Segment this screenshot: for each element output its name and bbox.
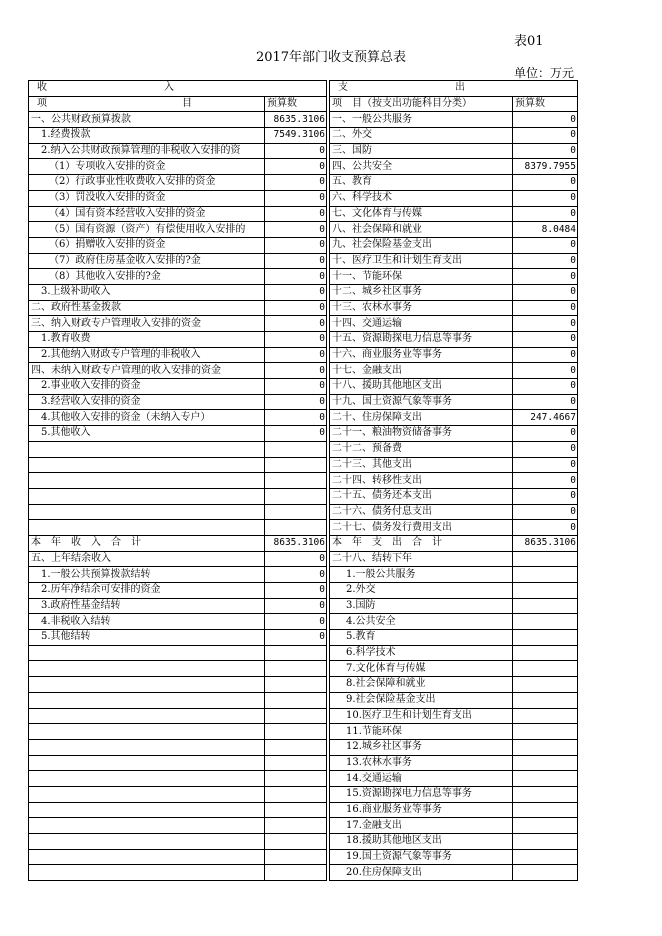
income-item-cell: [29, 755, 265, 771]
income-item-cell: （1）专项收入安排的资金: [29, 159, 265, 175]
income-budget-header: 预算数: [265, 96, 327, 112]
expense-budget-cell: 0: [513, 488, 578, 504]
expense-item-cell: 十三、农林水事务: [330, 300, 513, 316]
expense-budget-cell: [513, 865, 578, 881]
expense-item-cell: 十六、商业服务业等事务: [330, 347, 513, 363]
expense-item-cell: 八、社会保障和就业: [330, 222, 513, 238]
expense-budget-cell: 0: [513, 190, 578, 206]
expense-item-cell: 四、公共安全: [330, 159, 513, 175]
table-row: [29, 677, 578, 693]
table-row: [29, 112, 578, 128]
expense-budget-cell: [513, 598, 578, 614]
expense-budget-cell: 0: [513, 426, 578, 442]
income-item-cell: （3）罚没收入安排的资金: [29, 190, 265, 206]
income-item-cell: [29, 849, 265, 865]
table-row: [29, 786, 578, 802]
expense-item-cell: 19.国土资源气象等事务: [330, 849, 513, 865]
expense-item-cell: 15.资源勘探电力信息等事务: [330, 786, 513, 802]
expense-item-cell: 十四、交通运输: [330, 316, 513, 332]
income-item-cell: [29, 457, 265, 473]
table-number: 表01: [514, 34, 544, 49]
income-item-cell: [29, 661, 265, 677]
income-item-cell: 4.非税收入结转: [29, 614, 265, 630]
income-item-cell: 5.其他结转: [29, 630, 265, 646]
income-item-cell: [29, 724, 265, 740]
income-budget-cell: [265, 488, 327, 504]
expense-budget-cell: 0: [513, 112, 578, 128]
table-row: [29, 175, 578, 191]
expense-budget-cell: 0: [513, 363, 578, 379]
expense-item-cell: 二十三、其他支出: [330, 457, 513, 473]
expense-item-cell: 6.科学技术: [330, 645, 513, 661]
table-row: [29, 253, 578, 269]
income-item-cell: 一、公共财政预算拨款: [29, 112, 265, 128]
expense-budget-cell: 0: [513, 175, 578, 191]
expense-item-cell: 3.国防: [330, 598, 513, 614]
income-item-cell: [29, 677, 265, 693]
expense-budget-cell: [513, 583, 578, 599]
income-budget-cell: 0: [265, 551, 327, 567]
expense-item-cell: 二十四、转移性支出: [330, 473, 513, 489]
expense-item-cell: 六、科学技术: [330, 190, 513, 206]
income-item-cell: [29, 834, 265, 850]
expense-budget-cell: 0: [513, 316, 578, 332]
table-row: [29, 441, 578, 457]
expense-item-cell: 11.节能环保: [330, 724, 513, 740]
expense-budget-cell: 0: [513, 441, 578, 457]
expense-budget-cell: [513, 645, 578, 661]
expense-budget-cell: 8.0484: [513, 222, 578, 238]
item-header-char-a: 项: [37, 98, 47, 110]
table-row: [29, 614, 578, 630]
expense-item-cell: 18.援助其他地区支出: [330, 834, 513, 850]
expense-item-cell: 5.教育: [330, 630, 513, 646]
income-budget-cell: 0: [265, 630, 327, 646]
income-item-cell: 3.上级补助收入: [29, 284, 265, 300]
expense-item-cell: 二十一、粮油物资储备事务: [330, 426, 513, 442]
income-budget-cell: [265, 473, 327, 489]
expense-item-cell: 14.交通运输: [330, 771, 513, 787]
income-budget-cell: [265, 645, 327, 661]
table-row: [29, 520, 578, 536]
income-budget-cell: [265, 771, 327, 787]
expense-item-cell: 9.社会保险基金支出: [330, 692, 513, 708]
expense-budget-cell: 0: [513, 347, 578, 363]
income-budget-cell: 0: [265, 614, 327, 630]
budget-table: [28, 80, 578, 881]
expense-item-cell: 2.外交: [330, 583, 513, 599]
income-item-cell: [29, 786, 265, 802]
table-row: [29, 457, 578, 473]
income-item-cell: [29, 708, 265, 724]
expense-item-cell: 13.农林水事务: [330, 755, 513, 771]
income-budget-cell: [265, 802, 327, 818]
income-item-cell: 本 年 收 入 合 计: [29, 535, 265, 551]
expense-budget-cell: 0: [513, 332, 578, 348]
income-header-char-b: 入: [164, 82, 174, 94]
income-budget-cell: [265, 724, 327, 740]
income-budget-cell: [265, 865, 327, 881]
table-row: [29, 128, 578, 144]
table-row: [29, 865, 578, 881]
expense-budget-cell: [513, 786, 578, 802]
expense-budget-cell: 0: [513, 284, 578, 300]
header-row-income-expense: [29, 81, 578, 97]
expense-item-cell: 本 年 支 出 合 计: [330, 535, 513, 551]
expense-item-cell: 二十五、债务还本支出: [330, 488, 513, 504]
income-budget-cell: 0: [265, 316, 327, 332]
income-budget-cell: [265, 818, 327, 834]
income-item-cell: [29, 645, 265, 661]
table-row: [29, 316, 578, 332]
income-budget-cell: 0: [265, 237, 327, 253]
table-row: [29, 535, 578, 551]
income-budget-cell: [265, 849, 327, 865]
income-budget-cell: 0: [265, 363, 327, 379]
income-item-cell: [29, 488, 265, 504]
expense-item-cell: 三、国防: [330, 143, 513, 159]
table-row: [29, 284, 578, 300]
income-item-cell: 1.经费拨款: [29, 128, 265, 144]
expense-item-cell: 十八、援助其他地区支出: [330, 379, 513, 395]
expense-budget-cell: 247.4667: [513, 410, 578, 426]
income-item-cell: [29, 520, 265, 536]
income-budget-cell: [265, 755, 327, 771]
table-row: [29, 206, 578, 222]
income-item-cell: 2.事业收入安排的资金: [29, 379, 265, 395]
income-item-cell: 四、未纳入财政专户管理的收入安排的资金: [29, 363, 265, 379]
income-item-cell: [29, 473, 265, 489]
expense-item-cell: 十七、金融支出: [330, 363, 513, 379]
expense-budget-cell: 0: [513, 269, 578, 285]
income-budget-cell: 0: [265, 159, 327, 175]
income-budget-cell: 0: [265, 332, 327, 348]
table-row: [29, 488, 578, 504]
expense-item-cell: 五、教育: [330, 175, 513, 191]
expense-budget-cell: [513, 708, 578, 724]
income-item-header: [29, 96, 265, 112]
table-row: [29, 849, 578, 865]
income-item-cell: （6）捐赠收入安排的资金: [29, 237, 265, 253]
table-row: [29, 332, 578, 348]
income-budget-cell: [265, 441, 327, 457]
table-row: [29, 222, 578, 238]
expense-item-cell: 十、医疗卫生和计划生育支出: [330, 253, 513, 269]
table-row: [29, 598, 578, 614]
income-item-cell: [29, 865, 265, 881]
expense-budget-cell: 0: [513, 143, 578, 159]
table-row: [29, 269, 578, 285]
income-header-char-a: 收: [37, 82, 47, 94]
income-budget-cell: [265, 520, 327, 536]
expense-budget-cell: 0: [513, 300, 578, 316]
expense-budget-cell: 0: [513, 237, 578, 253]
income-budget-cell: [265, 457, 327, 473]
table-row: [29, 755, 578, 771]
table-row: [29, 159, 578, 175]
table-row: [29, 300, 578, 316]
expense-item-cell: 7.文化体育与传媒: [330, 661, 513, 677]
income-item-cell: [29, 739, 265, 755]
expense-header-char-b: 出: [455, 82, 465, 94]
table-row: [29, 190, 578, 206]
table-row: [29, 504, 578, 520]
expense-budget-cell: [513, 755, 578, 771]
income-budget-cell: [265, 677, 327, 693]
income-item-cell: 2.纳入公共财政预算管理的非税收入安排的资: [29, 143, 265, 159]
expense-item-cell: 九、社会保险基金支出: [330, 237, 513, 253]
table-row: [29, 347, 578, 363]
income-budget-cell: 0: [265, 347, 327, 363]
expense-budget-cell: 8379.7955: [513, 159, 578, 175]
income-item-cell: 二、政府性基金拨款: [29, 300, 265, 316]
income-budget-cell: [265, 834, 327, 850]
income-budget-cell: 0: [265, 300, 327, 316]
expense-budget-cell: 0: [513, 473, 578, 489]
income-budget-cell: 0: [265, 190, 327, 206]
table-row: [29, 394, 578, 410]
income-budget-cell: 0: [265, 284, 327, 300]
expense-budget-cell: 0: [513, 128, 578, 144]
income-budget-cell: 0: [265, 598, 327, 614]
income-item-cell: [29, 441, 265, 457]
income-budget-cell: 0: [265, 567, 327, 583]
income-budget-cell: [265, 504, 327, 520]
income-item-cell: 3.经营收入安排的资金: [29, 394, 265, 410]
income-item-cell: （8）其他收入安排的?金: [29, 269, 265, 285]
expense-item-cell: 二十六、债务付息支出: [330, 504, 513, 520]
header-row-columns: [29, 96, 578, 112]
expense-budget-cell: 0: [513, 253, 578, 269]
income-budget-cell: 0: [265, 379, 327, 395]
table-row: [29, 143, 578, 159]
table-row: [29, 379, 578, 395]
income-budget-cell: [265, 739, 327, 755]
income-item-cell: 5.其他收入: [29, 426, 265, 442]
table-row: [29, 410, 578, 426]
table-row: [29, 834, 578, 850]
income-item-cell: 2.其他纳入财政专户管理的非税收入: [29, 347, 265, 363]
expense-budget-cell: [513, 724, 578, 740]
expense-header: [330, 81, 578, 97]
income-item-cell: [29, 504, 265, 520]
income-budget-cell: 0: [265, 394, 327, 410]
expense-budget-cell: 0: [513, 379, 578, 395]
expense-budget-cell: [513, 692, 578, 708]
table-row: [29, 692, 578, 708]
expense-item-cell: 二十七、债务发行费用支出: [330, 520, 513, 536]
expense-header-char-a: 支: [338, 82, 348, 94]
income-budget-cell: [265, 692, 327, 708]
expense-budget-cell: 0: [513, 394, 578, 410]
unit-label: 单位：万元: [514, 66, 575, 80]
table-row: [29, 708, 578, 724]
income-budget-cell: 0: [265, 583, 327, 599]
table-row: [29, 630, 578, 646]
income-budget-cell: 0: [265, 222, 327, 238]
income-budget-cell: 8635.3106: [265, 535, 327, 551]
table-row: [29, 724, 578, 740]
income-budget-cell: 0: [265, 175, 327, 191]
expense-item-cell: 17.金融支出: [330, 818, 513, 834]
expense-budget-cell: [513, 802, 578, 818]
table-row: [29, 661, 578, 677]
expense-item-cell: 二十、住房保障支出: [330, 410, 513, 426]
income-item-cell: （4）国有资本经营收入安排的资金: [29, 206, 265, 222]
expense-budget-cell: 8635.3106: [513, 535, 578, 551]
income-budget-cell: 0: [265, 410, 327, 426]
table-row: [29, 473, 578, 489]
expense-budget-cell: [513, 677, 578, 693]
table-row: [29, 237, 578, 253]
income-item-cell: 4.其他收入安排的资金（未纳入专户）: [29, 410, 265, 426]
expense-item-cell: 二十八、结转下年: [330, 551, 513, 567]
expense-item-header: 项 目（按支出功能科目分类）: [330, 96, 513, 112]
expense-budget-cell: [513, 849, 578, 865]
expense-item-cell: 4.公共安全: [330, 614, 513, 630]
income-item-cell: [29, 802, 265, 818]
expense-budget-header: 预算数: [513, 96, 578, 112]
expense-item-cell: 十二、城乡社区事务: [330, 284, 513, 300]
income-budget-cell: 0: [265, 253, 327, 269]
expense-item-cell: 一、一般公共服务: [330, 112, 513, 128]
table-row: [29, 363, 578, 379]
income-budget-cell: 0: [265, 143, 327, 159]
table-row: [29, 771, 578, 787]
income-budget-cell: [265, 786, 327, 802]
income-item-cell: 3.政府性基金结转: [29, 598, 265, 614]
income-budget-cell: 8635.3106: [265, 112, 327, 128]
table-row: [29, 739, 578, 755]
table-row: [29, 645, 578, 661]
expense-budget-cell: [513, 614, 578, 630]
expense-item-cell: 8.社会保障和就业: [330, 677, 513, 693]
income-item-cell: [29, 692, 265, 708]
expense-budget-cell: [513, 551, 578, 567]
table-row: [29, 802, 578, 818]
expense-budget-cell: [513, 818, 578, 834]
expense-budget-cell: [513, 567, 578, 583]
expense-budget-cell: [513, 834, 578, 850]
income-budget-cell: 0: [265, 206, 327, 222]
expense-item-cell: 十九、国土资源气象等事务: [330, 394, 513, 410]
expense-item-cell: 二十二、预备费: [330, 441, 513, 457]
income-item-cell: 2.历年净结余可安排的资金: [29, 583, 265, 599]
expense-budget-cell: 0: [513, 206, 578, 222]
expense-item-cell: 二、外交: [330, 128, 513, 144]
income-header: [29, 81, 327, 97]
income-budget-cell: 0: [265, 269, 327, 285]
income-item-cell: [29, 771, 265, 787]
income-budget-cell: [265, 661, 327, 677]
table-row: [29, 818, 578, 834]
table-row: [29, 567, 578, 583]
income-item-cell: 三、纳入财政专户管理收入安排的资金: [29, 316, 265, 332]
income-budget-cell: [265, 708, 327, 724]
income-budget-cell: 0: [265, 426, 327, 442]
expense-item-cell: 十五、资源勘探电力信息等事务: [330, 332, 513, 348]
income-budget-cell: 7549.3106: [265, 128, 327, 144]
expense-budget-cell: 0: [513, 457, 578, 473]
expense-item-cell: 16.商业服务业等事务: [330, 802, 513, 818]
item-header-char-b: 目: [182, 98, 192, 110]
table-row: [29, 583, 578, 599]
page-title: 2017年部门收支预算总表: [255, 50, 407, 65]
income-item-cell: （5）国有资源（资产）有偿使用收入安排的: [29, 222, 265, 238]
income-item-cell: [29, 818, 265, 834]
expense-budget-cell: [513, 771, 578, 787]
expense-item-cell: 12.城乡社区事务: [330, 739, 513, 755]
expense-item-cell: 七、文化体育与传媒: [330, 206, 513, 222]
expense-item-cell: 20.住房保障支出: [330, 865, 513, 881]
income-item-cell: 1.教育收费: [29, 332, 265, 348]
income-item-cell: （7）政府住房基金收入安排的?金: [29, 253, 265, 269]
expense-budget-cell: 0: [513, 520, 578, 536]
income-item-cell: （2）行政事业性收费收入安排的资金: [29, 175, 265, 191]
table-row: [29, 426, 578, 442]
expense-budget-cell: [513, 661, 578, 677]
expense-budget-cell: [513, 739, 578, 755]
table-row: [29, 551, 578, 567]
expense-budget-cell: 0: [513, 504, 578, 520]
expense-item-cell: 十一、节能环保: [330, 269, 513, 285]
expense-item-cell: 1.一般公共服务: [330, 567, 513, 583]
income-item-cell: 五、上年结余收入: [29, 551, 265, 567]
income-item-cell: 1.一般公共预算拨款结转: [29, 567, 265, 583]
expense-item-cell: 10.医疗卫生和计划生育支出: [330, 708, 513, 724]
expense-budget-cell: [513, 630, 578, 646]
